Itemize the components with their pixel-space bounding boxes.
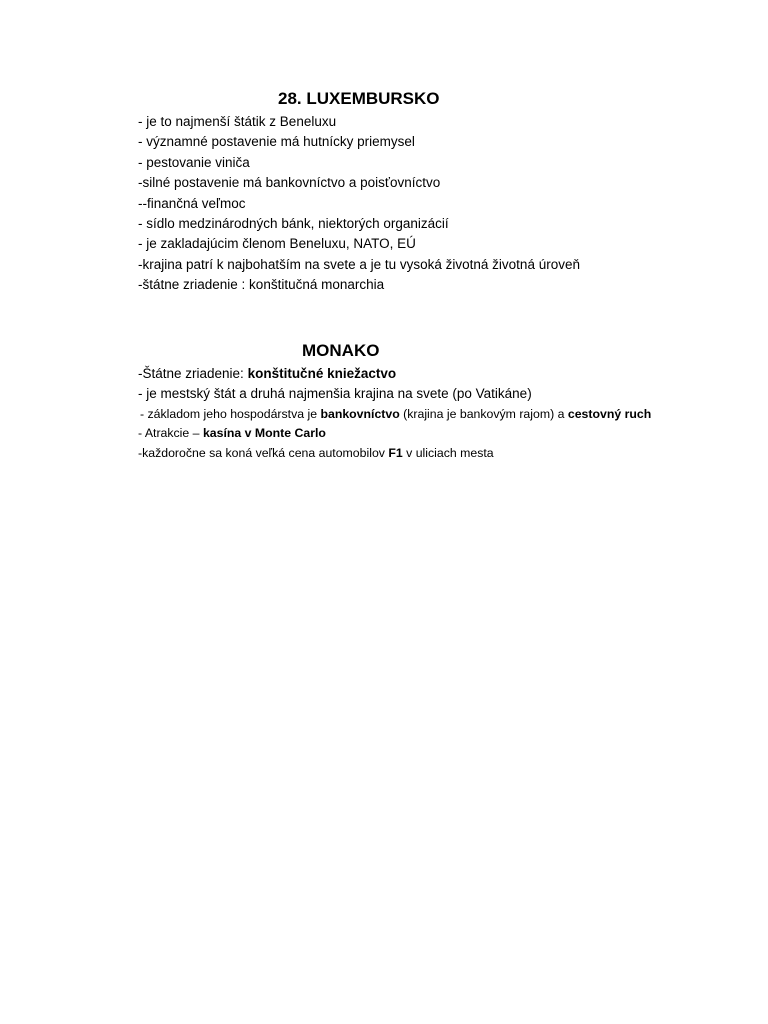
monako-fact-city-state: - je mestský štát a druhá najmenšia krajina na svete (po Vatikáne): [138, 386, 532, 402]
monako-fact-text: -Štátne zriadenie:: [138, 366, 248, 381]
monako-fact-bold: cestovný ruch: [567, 406, 652, 421]
monako-fact-bold: konštitučné kniežactvo: [247, 366, 397, 381]
monako-facts-list: [138, 364, 651, 463]
monako-fact-grand-prix: [138, 444, 651, 464]
luxembursko-fact: -štátne zriadenie : konštitučná monarchia: [138, 277, 385, 293]
monako-fact-government: [138, 364, 651, 384]
luxembursko-fact: -silné postavenie má bankovníctvo a poisťovníctvo: [138, 175, 441, 191]
luxembursko-fact: --finančná veľmoc: [138, 195, 246, 211]
luxembursko-fact: - pestovanie viniča: [138, 154, 250, 170]
luxembursko-fact: - je zakladajúcim členom Beneluxu, NATO, EÚ: [138, 236, 416, 252]
luxembursko-facts-list: [138, 112, 580, 296]
monako-fact-attractions: [138, 424, 651, 444]
monako-heading: MONAKO: [302, 341, 380, 360]
monako-fact-text: (krajina je bankovým rajom) a: [399, 406, 568, 421]
monako-fact-text: - Atrakcie –: [138, 426, 203, 441]
luxembursko-fact: -krajina patrí k najbohatším na svete a je tu vysoká životná životná úroveň: [138, 256, 580, 272]
monako-fact-bold: kasína v Monte Carlo: [202, 426, 326, 441]
luxembursko-heading: 28. LUXEMBURSKO: [278, 89, 440, 108]
luxembursko-fact: - je to najmenší štátik z Beneluxu: [138, 114, 337, 129]
monako-fact-bold: F1: [388, 445, 403, 460]
monako-fact-text: v uliciach mesta: [402, 445, 494, 460]
monako-fact-bold: bankovníctvo: [320, 406, 400, 421]
luxembursko-fact: - významné postavenie má hutnícky priemysel: [138, 134, 415, 150]
monako-fact-text: - základom jeho hospodárstva je: [140, 406, 321, 421]
monako-fact-economy: [138, 405, 651, 425]
luxembursko-fact: - sídlo medzinárodných bánk, niektorých organizácií: [138, 215, 449, 231]
monako-fact-text: -každoročne sa koná veľká cena automobilov: [138, 445, 389, 460]
